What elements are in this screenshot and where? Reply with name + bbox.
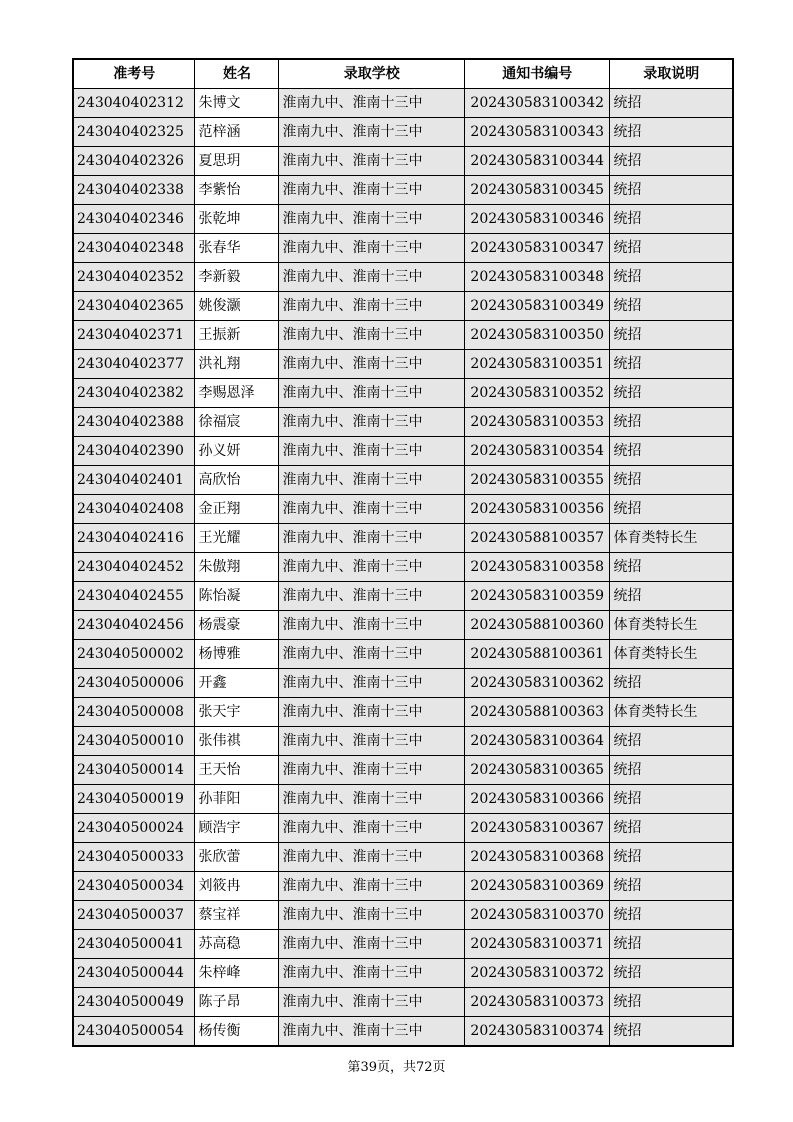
cell-school: 淮南九中、淮南十三中 [279, 466, 464, 495]
table-row [73, 698, 733, 727]
cell-notice-number: 202430583100365 [464, 756, 610, 785]
cell-school: 淮南九中、淮南十三中 [279, 814, 464, 843]
cell-notice-number: 202430583100354 [464, 437, 610, 466]
cell-admission-note: 统招 [610, 408, 733, 437]
cell-admission-note: 统招 [610, 205, 733, 234]
cell-school: 淮南九中、淮南十三中 [279, 640, 464, 669]
cell-notice-number: 202430583100369 [464, 872, 610, 901]
cell-admission-note: 统招 [610, 234, 733, 263]
cell-name: 李紫怡 [195, 176, 279, 205]
cell-admission-note: 统招 [610, 292, 733, 321]
cell-name: 孙菲阳 [195, 785, 279, 814]
cell-admission-note: 统招 [610, 321, 733, 350]
cell-admission-note: 统招 [610, 872, 733, 901]
cell-name: 李赐恩泽 [195, 379, 279, 408]
cell-notice-number: 202430583100374 [464, 1017, 610, 1047]
cell-school: 淮南九中、淮南十三中 [279, 843, 464, 872]
cell-admission-note: 统招 [610, 379, 733, 408]
cell-notice-number: 202430583100373 [464, 988, 610, 1017]
cell-name: 朱梓峰 [195, 959, 279, 988]
cell-admission-note: 统招 [610, 89, 733, 118]
table-row [73, 640, 733, 669]
cell-name: 孙义妍 [195, 437, 279, 466]
table-row [73, 466, 733, 495]
table-row [73, 437, 733, 466]
cell-school: 淮南九中、淮南十三中 [279, 727, 464, 756]
cell-notice-number: 202430588100363 [464, 698, 610, 727]
cell-school: 淮南九中、淮南十三中 [279, 524, 464, 553]
cell-school: 淮南九中、淮南十三中 [279, 263, 464, 292]
table-row [73, 495, 733, 524]
table-row [73, 756, 733, 785]
cell-notice-number: 202430583100351 [464, 350, 610, 379]
cell-school: 淮南九中、淮南十三中 [279, 408, 464, 437]
cell-admission-note: 统招 [610, 756, 733, 785]
cell-notice-number: 202430583100347 [464, 234, 610, 263]
cell-admission-note: 统招 [610, 495, 733, 524]
table-row [73, 205, 733, 234]
cell-school: 淮南九中、淮南十三中 [279, 437, 464, 466]
cell-notice-number: 202430583100343 [464, 118, 610, 147]
cell-exam-number: 243040402382 [73, 379, 195, 408]
cell-notice-number: 202430583100359 [464, 582, 610, 611]
cell-admission-note: 统招 [610, 959, 733, 988]
table-row [73, 959, 733, 988]
cell-name: 陈子昂 [195, 988, 279, 1017]
table-row [73, 930, 733, 959]
cell-notice-number: 202430583100352 [464, 379, 610, 408]
header-notice-number: 通知书编号 [464, 59, 610, 89]
cell-school: 淮南九中、淮南十三中 [279, 756, 464, 785]
cell-name: 王振新 [195, 321, 279, 350]
cell-notice-number: 202430588100357 [464, 524, 610, 553]
cell-name: 刘筱冉 [195, 872, 279, 901]
cell-exam-number: 243040500041 [73, 930, 195, 959]
cell-notice-number: 202430583100350 [464, 321, 610, 350]
cell-name: 张天宇 [195, 698, 279, 727]
admission-table [72, 58, 734, 1047]
table-row [73, 988, 733, 1017]
cell-notice-number: 202430583100345 [464, 176, 610, 205]
cell-exam-number: 243040500008 [73, 698, 195, 727]
cell-exam-number: 243040402456 [73, 611, 195, 640]
cell-exam-number: 243040402377 [73, 350, 195, 379]
cell-exam-number: 243040500033 [73, 843, 195, 872]
cell-notice-number: 202430583100366 [464, 785, 610, 814]
header-school: 录取学校 [279, 59, 464, 89]
cell-name: 高欣怡 [195, 466, 279, 495]
table-row [73, 147, 733, 176]
cell-exam-number: 243040402352 [73, 263, 195, 292]
footer-prefix: 第 [347, 1060, 361, 1075]
cell-school: 淮南九中、淮南十三中 [279, 553, 464, 582]
cell-name: 杨博雅 [195, 640, 279, 669]
header-admission-note: 录取说明 [610, 59, 733, 89]
footer-total-pages: 72 [416, 1060, 433, 1075]
cell-admission-note: 统招 [610, 843, 733, 872]
cell-name: 洪礼翔 [195, 350, 279, 379]
cell-school: 淮南九中、淮南十三中 [279, 959, 464, 988]
cell-name: 范梓涵 [195, 118, 279, 147]
cell-name: 朱博文 [195, 89, 279, 118]
table-row [73, 321, 733, 350]
table-row [73, 89, 733, 118]
cell-admission-note: 体育类特长生 [610, 611, 733, 640]
cell-exam-number: 243040402346 [73, 205, 195, 234]
table-row [73, 843, 733, 872]
cell-notice-number: 202430583100358 [464, 553, 610, 582]
cell-notice-number: 202430583100371 [464, 930, 610, 959]
cell-admission-note: 统招 [610, 988, 733, 1017]
cell-exam-number: 243040500024 [73, 814, 195, 843]
cell-exam-number: 243040402388 [73, 408, 195, 437]
table-row [73, 582, 733, 611]
cell-admission-note: 统招 [610, 1017, 733, 1047]
table-row [73, 524, 733, 553]
cell-name: 姚俊灏 [195, 292, 279, 321]
cell-exam-number: 243040402390 [73, 437, 195, 466]
cell-exam-number: 243040402365 [73, 292, 195, 321]
table-row [73, 350, 733, 379]
table-row [73, 379, 733, 408]
cell-name: 蔡宝祥 [195, 901, 279, 930]
cell-admission-note: 统招 [610, 437, 733, 466]
table-row [73, 292, 733, 321]
cell-school: 淮南九中、淮南十三中 [279, 350, 464, 379]
cell-exam-number: 243040402325 [73, 118, 195, 147]
cell-admission-note: 体育类特长生 [610, 698, 733, 727]
cell-exam-number: 243040500037 [73, 901, 195, 930]
cell-admission-note: 统招 [610, 176, 733, 205]
cell-name: 苏高稳 [195, 930, 279, 959]
cell-notice-number: 202430583100344 [464, 147, 610, 176]
table-row [73, 872, 733, 901]
cell-name: 张欣蕾 [195, 843, 279, 872]
table-row [73, 263, 733, 292]
cell-exam-number: 243040402338 [73, 176, 195, 205]
cell-name: 陈怡凝 [195, 582, 279, 611]
footer-suffix: 页 [432, 1060, 446, 1075]
cell-name: 张春华 [195, 234, 279, 263]
cell-exam-number: 243040402312 [73, 89, 195, 118]
cell-notice-number: 202430583100353 [464, 408, 610, 437]
cell-notice-number: 202430583100348 [464, 263, 610, 292]
cell-admission-note: 统招 [610, 814, 733, 843]
cell-admission-note: 体育类特长生 [610, 640, 733, 669]
cell-school: 淮南九中、淮南十三中 [279, 495, 464, 524]
cell-exam-number: 243040500034 [73, 872, 195, 901]
cell-school: 淮南九中、淮南十三中 [279, 698, 464, 727]
cell-notice-number: 202430583100355 [464, 466, 610, 495]
cell-name: 李新毅 [195, 263, 279, 292]
cell-notice-number: 202430583100362 [464, 669, 610, 698]
cell-school: 淮南九中、淮南十三中 [279, 611, 464, 640]
table-row [73, 814, 733, 843]
cell-exam-number: 243040500054 [73, 1017, 195, 1047]
cell-name: 王天怡 [195, 756, 279, 785]
cell-notice-number: 202430583100364 [464, 727, 610, 756]
cell-notice-number: 202430583100346 [464, 205, 610, 234]
table-header-row [73, 59, 733, 89]
cell-exam-number: 243040500002 [73, 640, 195, 669]
cell-admission-note: 统招 [610, 901, 733, 930]
cell-notice-number: 202430583100342 [464, 89, 610, 118]
cell-notice-number: 202430583100349 [464, 292, 610, 321]
cell-school: 淮南九中、淮南十三中 [279, 930, 464, 959]
cell-admission-note: 体育类特长生 [610, 524, 733, 553]
table-row [73, 669, 733, 698]
table-row [73, 611, 733, 640]
cell-exam-number: 243040402326 [73, 147, 195, 176]
cell-name: 张伟祺 [195, 727, 279, 756]
cell-exam-number: 243040500049 [73, 988, 195, 1017]
table-row [73, 118, 733, 147]
cell-school: 淮南九中、淮南十三中 [279, 582, 464, 611]
table-row [73, 727, 733, 756]
cell-admission-note: 统招 [610, 785, 733, 814]
page-footer [0, 1056, 793, 1075]
cell-admission-note: 统招 [610, 727, 733, 756]
cell-name: 徐福宸 [195, 408, 279, 437]
cell-admission-note: 统招 [610, 930, 733, 959]
footer-middle: 页，共 [376, 1060, 416, 1075]
table-row [73, 234, 733, 263]
table-row [73, 1017, 733, 1047]
cell-school: 淮南九中、淮南十三中 [279, 379, 464, 408]
cell-exam-number: 243040402408 [73, 495, 195, 524]
cell-name: 张乾坤 [195, 205, 279, 234]
cell-school: 淮南九中、淮南十三中 [279, 89, 464, 118]
cell-name: 王光耀 [195, 524, 279, 553]
table-body [73, 89, 733, 1047]
cell-school: 淮南九中、淮南十三中 [279, 118, 464, 147]
cell-exam-number: 243040500014 [73, 756, 195, 785]
cell-name: 开鑫 [195, 669, 279, 698]
cell-exam-number: 243040402416 [73, 524, 195, 553]
cell-school: 淮南九中、淮南十三中 [279, 988, 464, 1017]
cell-school: 淮南九中、淮南十三中 [279, 292, 464, 321]
cell-school: 淮南九中、淮南十三中 [279, 234, 464, 263]
cell-exam-number: 243040500019 [73, 785, 195, 814]
cell-notice-number: 202430583100367 [464, 814, 610, 843]
cell-school: 淮南九中、淮南十三中 [279, 147, 464, 176]
cell-admission-note: 统招 [610, 553, 733, 582]
cell-notice-number: 202430588100361 [464, 640, 610, 669]
cell-notice-number: 202430583100368 [464, 843, 610, 872]
cell-notice-number: 202430588100360 [464, 611, 610, 640]
table-row [73, 408, 733, 437]
cell-exam-number: 243040402455 [73, 582, 195, 611]
cell-admission-note: 统招 [610, 466, 733, 495]
cell-admission-note: 统招 [610, 118, 733, 147]
header-exam-number: 准考号 [73, 59, 195, 89]
cell-admission-note: 统招 [610, 669, 733, 698]
cell-school: 淮南九中、淮南十三中 [279, 321, 464, 350]
cell-exam-number: 243040402401 [73, 466, 195, 495]
cell-school: 淮南九中、淮南十三中 [279, 785, 464, 814]
cell-exam-number: 243040500006 [73, 669, 195, 698]
cell-notice-number: 202430583100356 [464, 495, 610, 524]
table-row [73, 785, 733, 814]
cell-exam-number: 243040402371 [73, 321, 195, 350]
cell-name: 杨传衡 [195, 1017, 279, 1047]
cell-exam-number: 243040500010 [73, 727, 195, 756]
cell-school: 淮南九中、淮南十三中 [279, 872, 464, 901]
cell-admission-note: 统招 [610, 582, 733, 611]
cell-school: 淮南九中、淮南十三中 [279, 176, 464, 205]
cell-name: 夏思玥 [195, 147, 279, 176]
cell-name: 杨震豪 [195, 611, 279, 640]
cell-notice-number: 202430583100372 [464, 959, 610, 988]
table-row [73, 553, 733, 582]
table-row [73, 176, 733, 205]
footer-current-page: 39 [360, 1060, 377, 1075]
cell-admission-note: 统招 [610, 350, 733, 379]
cell-school: 淮南九中、淮南十三中 [279, 669, 464, 698]
cell-name: 顾浩宇 [195, 814, 279, 843]
cell-admission-note: 统招 [610, 263, 733, 292]
cell-school: 淮南九中、淮南十三中 [279, 901, 464, 930]
cell-exam-number: 243040402452 [73, 553, 195, 582]
cell-school: 淮南九中、淮南十三中 [279, 1017, 464, 1047]
cell-admission-note: 统招 [610, 147, 733, 176]
cell-exam-number: 243040402348 [73, 234, 195, 263]
cell-name: 朱傲翔 [195, 553, 279, 582]
cell-school: 淮南九中、淮南十三中 [279, 205, 464, 234]
header-name: 姓名 [195, 59, 279, 89]
table-row [73, 901, 733, 930]
cell-exam-number: 243040500044 [73, 959, 195, 988]
cell-notice-number: 202430583100370 [464, 901, 610, 930]
cell-name: 金正翔 [195, 495, 279, 524]
